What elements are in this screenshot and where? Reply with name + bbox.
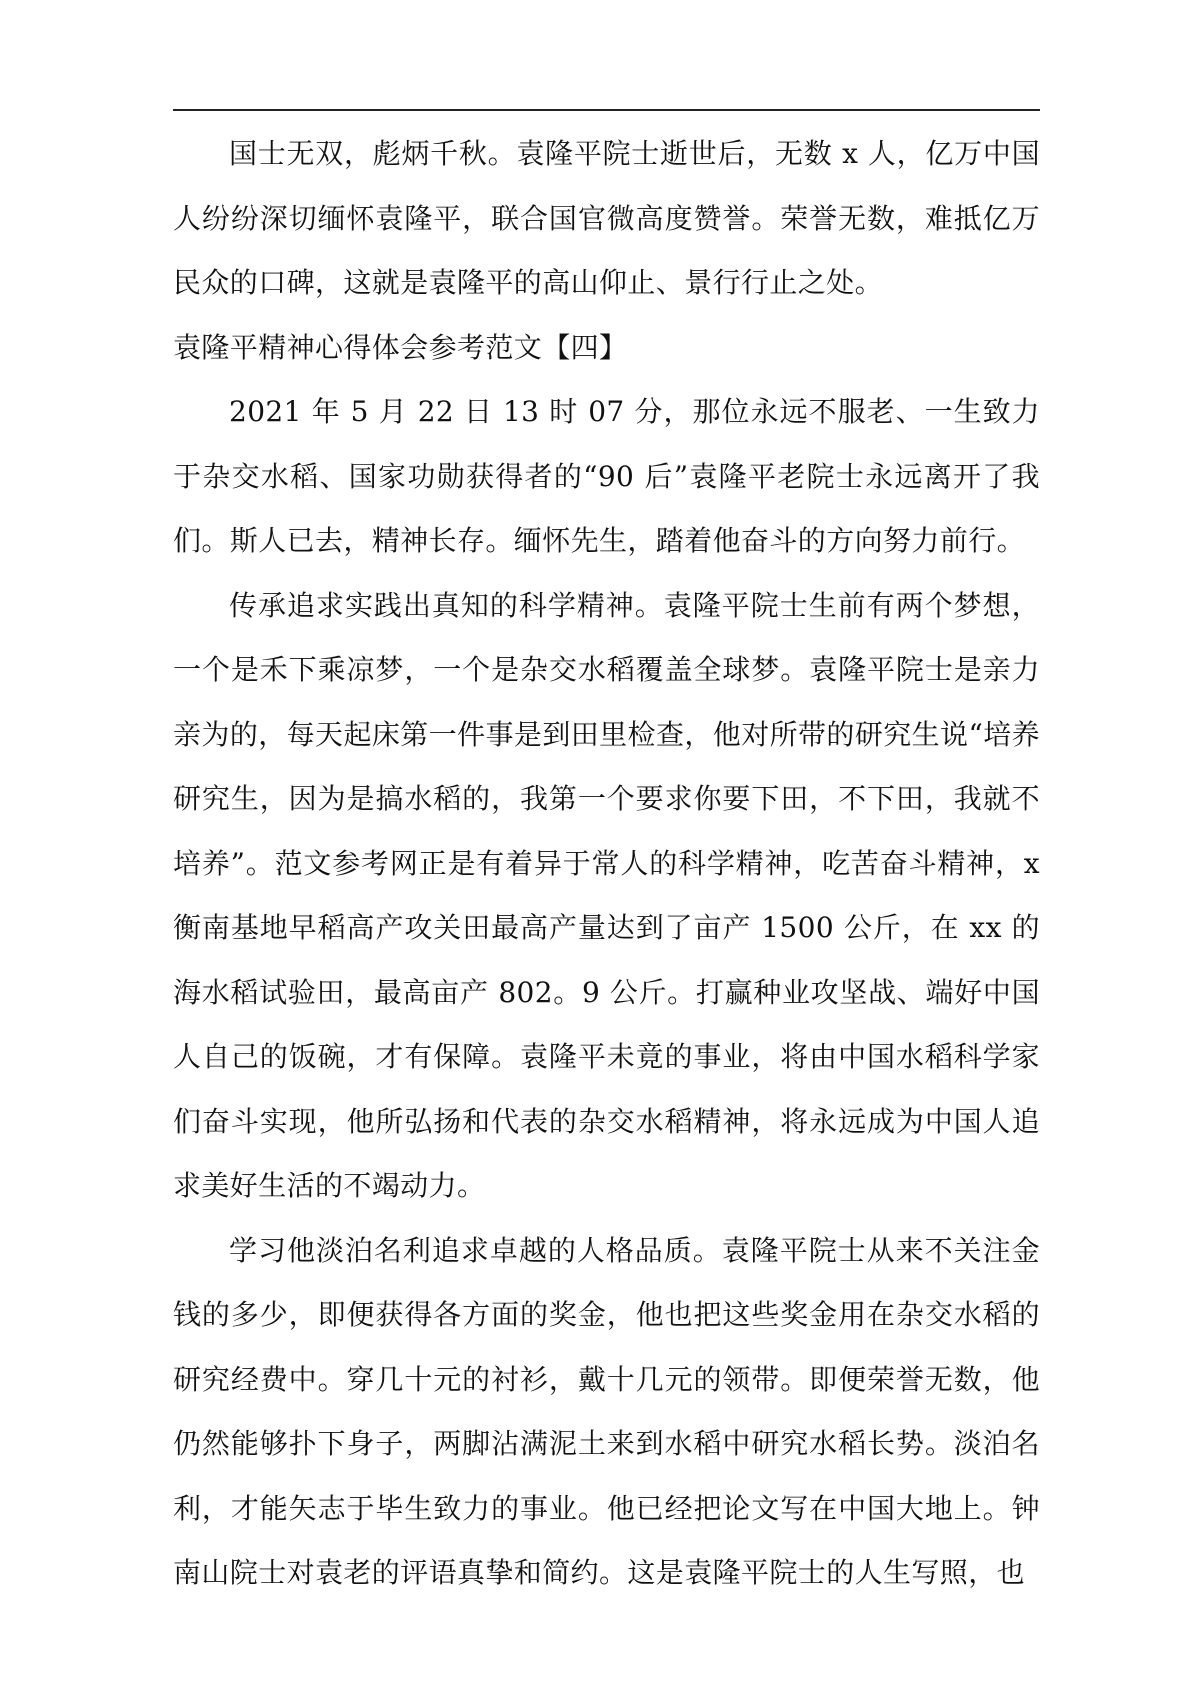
paragraph-2: 2021 年 5 月 22 日 13 时 07 分，那位永远不服老、一生致力于杂交水稻、国家功勋获得者的“90 后”袁隆平老院士永远离开了我们。斯人已去，精神长存。缅怀先生，踏着他奋斗的方向努力前行。 bbox=[173, 395, 1040, 557]
section-heading: 袁隆平精神心得体会参考范文【四】 bbox=[173, 330, 628, 364]
paragraph-3: 传承追求实践出真知的科学精神。袁隆平院士生前有两个梦想，一个是禾下乘凉梦，一个是杂交水稻覆盖全球梦。袁隆平院士是亲力亲为的，每天起床第一件事是到田里检查，他对所带的研究生说“培养研究生，因为是搞水稻的，我第一个要求你要下田，不下田，我就不培养”。范文参考网正是有着异于常人的科学精神，吃苦奋斗精神，x 衡南基地早稻高产攻关田最高产量达到了亩产 1500 公斤，在 xx 的海水稻试验田，最高亩产 802。9 公斤。打赢种业攻坚战、端好中国人自己的饭碗，才有保障。袁隆平未竟的事业，将由中国水稻科学家们奋斗实现，他所弘扬和代表的杂交水稻精神，将永远成为中国人追求美好生活的不竭动力。 bbox=[173, 588, 1040, 1202]
paragraph-4: 学习他淡泊名利追求卓越的人格品质。袁隆平院士从来不关注金钱的多少，即便获得各方面的奖金，他也把这些奖金用在杂交水稻的研究经费中。穿几十元的衬衫，戴十几元的领带。即便荣誉无数，他仍然能够扑下身子，两脚沾满泥土来到水稻中研究水稻长势。淡泊名利，才能矢志于毕生致力的事业。他已经把论文写在中国大地上。钟南山院士对袁老的评语真挚和简约。这是袁隆平院士的人生写照，也 bbox=[173, 1233, 1040, 1589]
header-rule bbox=[173, 109, 1040, 111]
document-body bbox=[173, 122, 1040, 1606]
paragraph-1: 国士无双，彪炳千秋。袁隆平院士逝世后，无数 x 人，亿万中国人纷纷深切缅怀袁隆平，联合国官微高度赞誉。荣誉无数，难抵亿万民众的口碑，这就是袁隆平的高山仰止、景行行止之处。 bbox=[173, 137, 1040, 299]
